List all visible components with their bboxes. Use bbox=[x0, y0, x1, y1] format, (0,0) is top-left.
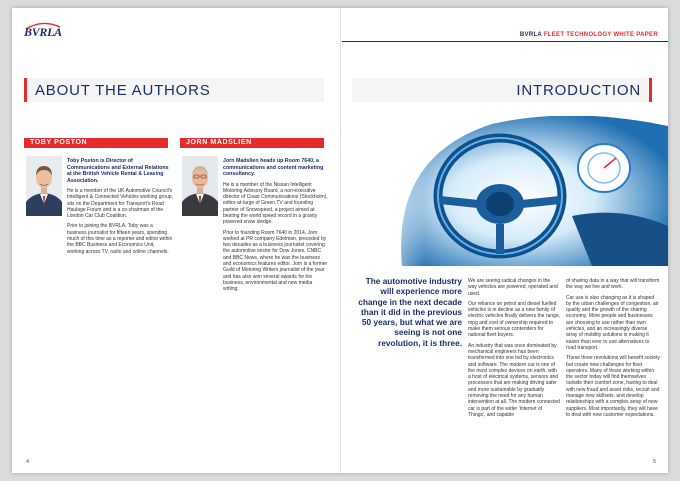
logo-text: BVRLA bbox=[24, 25, 62, 39]
header-title-brand: BVRLA bbox=[519, 32, 542, 38]
body-paragraph: Car use is also changing as it is shaped by the urban challenges of congestion, air quality and the growth of the sharing economy. More people and businesses are choosing to use rather than own vehicles, and an increasingly diverse array of mobility solutions is making it easier than ever to use alternatives to road transport. bbox=[566, 294, 659, 351]
author-bio-paragraph: He is a member of the UK Automotive Council's Intelligent & Connected Vehicles working group, sits on the Department for Transport's Road Haulage Forum and is a co-chairman of the London Car Club Coalition. bbox=[67, 188, 173, 220]
author-bio-lead: Toby Poston is Director of Communications and External Relations at the British Vehicle Rental & Leasing Association. bbox=[67, 158, 169, 184]
author-bio-paragraph: He is a member of the Nissan Intelligent Motoring Advisory Board, a non-executive director of Coast Communications (Stockholm), editor-at-large of Green.TV and founding partner of Snowspeed, a project aimed at beating the world speed record in a gravity powered snow sledge. bbox=[223, 181, 328, 226]
body-paragraph: An industry that was once dominated by mechanical engineers has been transformed into one led by electronics and software. The modern car is one of the most complex devices on earth, with a host of electrical systems, sensors and processors that are making driving safer and more sustainable by gradually removing the need for any human intervention at all. The modern connected car is part of the wider 'Internet of Things', and capable bbox=[468, 342, 560, 418]
author-bio bbox=[223, 158, 329, 297]
header-title bbox=[520, 32, 658, 38]
author-bio-paragraph: Prior to founding Room 7640 in 2014, Jorn worked at PR company Edelman, preceded by two decades as a business journalist covering the automotive sector for Dow Jones, CNBC and BBC News, where he was the business and economics features editor. Jorn is a former Guild of Motoring Writers journalist of the year and has also won several awards for his business, environmental and new media writing. bbox=[223, 229, 328, 293]
body-paragraph: These three revolutions will benefit society but create new challenges for fleet operators. Many of those working within the sector today will find themselves outside their comfort zone, having to deal with new fraud and asset risks, recruit and manage new skillsets, and develop relationships with a complex array of new suppliers. Most importantly, they will have to deal with new customer expectations. bbox=[566, 355, 660, 418]
section-bar-introduction bbox=[352, 78, 652, 102]
author-photo bbox=[182, 156, 218, 216]
pull-quote: The automotive industry will experience more change in the next decade than it did in the previous 50 years, but what we are seeing is not one revolution, it is three. bbox=[358, 276, 462, 348]
bvrla-logo bbox=[24, 22, 62, 40]
document-spread bbox=[12, 8, 668, 473]
car-dashboard-image bbox=[372, 116, 668, 266]
author-name-bar: JORN MADSLIEN bbox=[180, 138, 324, 148]
section-title-authors: ABOUT THE AUTHORS bbox=[35, 82, 211, 99]
author-bio bbox=[67, 158, 173, 259]
body-column bbox=[468, 278, 560, 422]
author-name-bar: TOBY POSTON bbox=[24, 138, 168, 148]
page-spine bbox=[340, 8, 341, 473]
body-paragraph: We are seeing radical changes in the way vehicles are powered, operated and used. bbox=[468, 278, 558, 297]
body-paragraph: Our reliance on petrol and diesel fuelled vehicles is in decline as a new family of electric vehicles finally delivers the range, mpg and cost of ownership required to make them serious contenders for national fleet buyers. bbox=[468, 300, 560, 339]
body-paragraph: of sharing data in a way that will transform the way we live and work. bbox=[566, 278, 660, 291]
section-title-introduction: INTRODUCTION bbox=[516, 82, 641, 99]
header-title-subject: FLEET TECHNOLOGY WHITE PAPER bbox=[543, 32, 658, 38]
author-bio-lead: Jorn Madslien heads up Room 7640, a communications and content marketing consultancy. bbox=[223, 158, 324, 177]
header-rule bbox=[342, 41, 668, 42]
page-number-left: 4 bbox=[26, 459, 30, 465]
body-column bbox=[566, 278, 660, 422]
page-number-right: 5 bbox=[652, 459, 656, 465]
section-bar-authors bbox=[24, 78, 324, 102]
author-photo bbox=[26, 156, 62, 216]
author-bio-paragraph: Prior to joining the BVRLA, Toby was a business journalist for fifteen years, spending much of this time as a reporter and editor within the BBC Business and Economics Unit, working across TV, radio and online channels. bbox=[67, 223, 173, 255]
